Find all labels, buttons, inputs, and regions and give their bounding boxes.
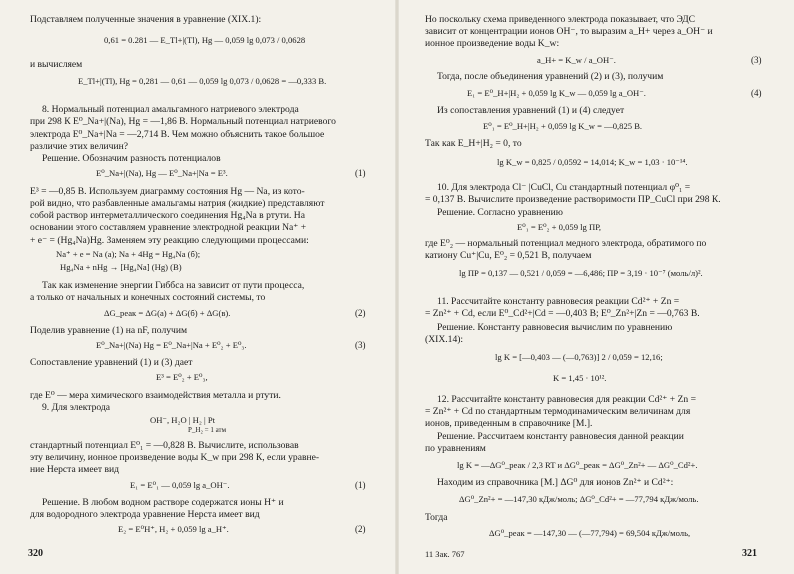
formula-line: E₁ = E⁰₁ — 0,059 lg a_OH⁻.: [130, 480, 230, 490]
text-line: 9. Для электрода: [42, 402, 111, 413]
text-line: Решение. Обозначим разность потенциалов: [42, 153, 221, 164]
text-line: зависит от концентрации ионов OH⁻, то выразим a_H+ через a_OH⁻ и: [425, 26, 713, 37]
formula-line: lg K = [—0,403 — (—0,763)] 2 / 0,059 = 12,16;: [495, 352, 663, 362]
text-line: при 298 К E⁰_Na+|(Na), Hg = —1,86 В. Нормальный потенциал натриевого: [30, 116, 336, 127]
page-number: 321: [742, 548, 757, 559]
text-line: 10. Для электрода Cl⁻ |CuCl, Cu стандартный потенциал φ⁰₁ =: [437, 182, 691, 193]
text-line: стандартный потенциал E⁰₁ = —0,828 В. Вычислите, использовав: [30, 440, 299, 451]
text-line: катиону Cu⁺|Cu, E⁰₂ = 0,521 В, получаем: [425, 250, 592, 261]
text-line: Так как изменение энергии Гиббса на зависит от пути процесса,: [42, 280, 305, 291]
text-line: Но поскольку схема приведенного электрода показывает, что ЭДС: [425, 14, 696, 25]
equation-number: (3): [751, 55, 762, 65]
equation-number: (2): [355, 308, 366, 318]
formula-line: E⁰_Na+|(Na) Hg = E⁰_Na+|Na + E⁰₂ + E⁰₃.: [96, 340, 247, 350]
text-line: 11. Рассчитайте константу равновесия реакции Cd²⁺ + Zn =: [437, 296, 680, 307]
formula-line: K = 1,45 · 10¹².: [553, 373, 607, 383]
text-line: = 0,137 В. Вычислите произведение растворимости ПР_CuCl при 298 К.: [425, 194, 721, 205]
formula-line: E₂ = E⁰H⁺, H₂ + 0,059 lg a_H⁺.: [118, 524, 229, 534]
text-line: различие этих величин?: [30, 141, 129, 152]
text-line: Решение. Согласно уравнению: [437, 207, 563, 218]
text-line: = Zn²⁺ + Cd по стандартным термодинамическим величинам для: [425, 406, 691, 417]
text-line: Подставляем полученные значения в уравнение (XIX.1):: [30, 14, 262, 25]
equation-number: (2): [355, 524, 366, 534]
text-line: основании этого составляем уравнение электродной реакции Na⁺ +: [30, 222, 307, 233]
text-line: а только от начальных и конечных состояний системы, то: [30, 292, 266, 303]
formula-line: lg ПР = 0,137 — 0,521 / 0,059 = —6,486; ПР = 3,19 · 10⁻⁷ (моль/л)².: [459, 268, 703, 278]
formula-line: lg K = —ΔG⁰_реак / 2,3 RT и ΔG⁰_реак = ΔG⁰_Zn²+ — ΔG⁰_Cd²+.: [457, 460, 698, 470]
formula-line: E₁ = E⁰_H+|H₂ + 0,059 lg K_w — 0,059 lg a_OH⁻.: [467, 88, 646, 98]
formula-line: Hg₄Na + nHg → [Hg₄Na] (Hg) (B): [60, 262, 182, 272]
formula-line: OH⁻, H₂O | H₂ | Pt: [150, 415, 216, 425]
text-line: E³ = —0,85 В. Используем диаграмму состояния Hg — Na, из кото-: [30, 186, 305, 197]
text-line: ионов, приведенным в справочнике [М.].: [425, 418, 593, 429]
formula-line: E⁰₁ = E⁰_H+|H₂ + 0,059 lg K_w = —0,825 В.: [483, 121, 643, 131]
text-line: для водородного электрода уравнение Нерста имеет вид: [30, 509, 260, 520]
text-line: (XIX.14):: [425, 334, 464, 345]
footer-mark: 11 Зак. 767: [425, 549, 465, 559]
text-line: ние Нерста имеет вид: [30, 464, 119, 475]
text-line: рой видно, что разбавленные амальгамы натрия (жидкие) представляют: [30, 198, 325, 209]
formula-line: 0,61 = 0.281 — E_Tl+|(Tl), Hg — 0,059 lg 0,073 / 0,0628: [104, 35, 306, 45]
text-line: Решение. Константу равновесия вычислим по уравнению: [437, 322, 673, 333]
formula-line: a_H+ = K_w / a_OH⁻.: [537, 55, 616, 65]
text-line: электрода E⁰_Na+|Na = —2,714 В. Чем можно объяснить такое большое: [30, 129, 325, 140]
equation-number: (4): [751, 88, 762, 98]
text-line: 8. Нормальный потенциал амальгамного натриевого электрода: [42, 104, 299, 115]
text-line: Из сопоставления уравнений (1) и (4) следует: [437, 105, 625, 116]
text-line: + e⁻ = (Hg₄Na)Hg. Заменяем эту реакцию следующими процессами:: [30, 235, 309, 246]
formula-line: E⁰_Na+|(Na), Hg — E⁰_Na+|Na = E³.: [96, 168, 228, 178]
formula-line: ΔG⁰_реак = —147,30 — (—77,794) = 69,504 кДж/моль,: [489, 528, 691, 538]
formula-line: E_Tl+|(Tl), Hg = 0,281 — 0,61 — 0,059 lg 0,073 / 0,0628 = —0,333 В.: [78, 76, 327, 86]
text-line: где E⁰ — мера химического взаимодействия металла и ртути.: [30, 390, 281, 401]
text-line: Находим из справочника [М.] ΔG⁰ для ионов Zn²⁺ и Cd²⁺:: [437, 477, 674, 488]
formula-subline: P_H₂ = 1 атм: [188, 426, 227, 434]
right-page: [397, 0, 794, 574]
formula-line: E⁰₁ = E⁰₂ + 0,059 lg ПР,: [517, 222, 602, 232]
text-line: где E⁰₂ — нормальный потенциал медного электрода, обратимого по: [425, 238, 707, 249]
text-line: Тогда, после объединения уравнений (2) и (3), получим: [437, 71, 664, 82]
formula-line: Na⁺ + e = Na (a); Na + 4Hg = Hg₄Na (б);: [56, 249, 201, 259]
equation-number: (1): [355, 480, 366, 490]
text-line: ионное произведение воды K_w:: [425, 38, 560, 49]
text-line: = Zn²⁺ + Cd, если E⁰_Cd²+|Cd = —0,403 В; E⁰_Zn²+|Zn = —0,763 В.: [425, 308, 700, 319]
text-line: 12. Рассчитайте константу равновесия для реакции Cd²⁺ + Zn =: [437, 394, 697, 405]
page-number: 320: [28, 548, 43, 559]
text-line: Так как E_H+|H₂ = 0, то: [425, 138, 522, 149]
text-line: Решение. В любом водном растворе содержатся ионы H⁺ и: [42, 497, 284, 508]
text-line: Тогда: [425, 512, 448, 523]
formula-line: lg K_w = 0,825 / 0,0592 = 14,014; K_w = 1,03 · 10⁻¹⁴.: [497, 157, 688, 167]
text-line: собой раствор интерметаллического соединения Hg₄Na в ртути. На: [30, 210, 305, 221]
text-line: Поделив уравнение (1) на nF, получим: [30, 325, 188, 336]
text-line: Решение. Рассчитаем константу равновесия данной реакции: [437, 431, 684, 442]
text-line: и вычисляем: [30, 59, 83, 70]
formula-line: E³ = E⁰₂ + E⁰₃,: [156, 372, 208, 382]
text-line: по уравнениям: [425, 443, 486, 454]
formula-line: ΔG⁰_Zn²+ = —147,30 кДж/моль; ΔG⁰_Cd²+ = —77,794 кДж/моль.: [459, 494, 699, 504]
equation-number: (1): [355, 168, 366, 178]
equation-number: (3): [355, 340, 366, 350]
text-line: эту величину, ионное произведение воды K_w при 298 К, если уравне-: [30, 452, 320, 463]
text-line: Сопоставление уравнений (1) и (3) дает: [30, 357, 193, 368]
formula-line: ΔG_реак = ΔG(a) + ΔG(б) + ΔG(в).: [104, 308, 231, 318]
